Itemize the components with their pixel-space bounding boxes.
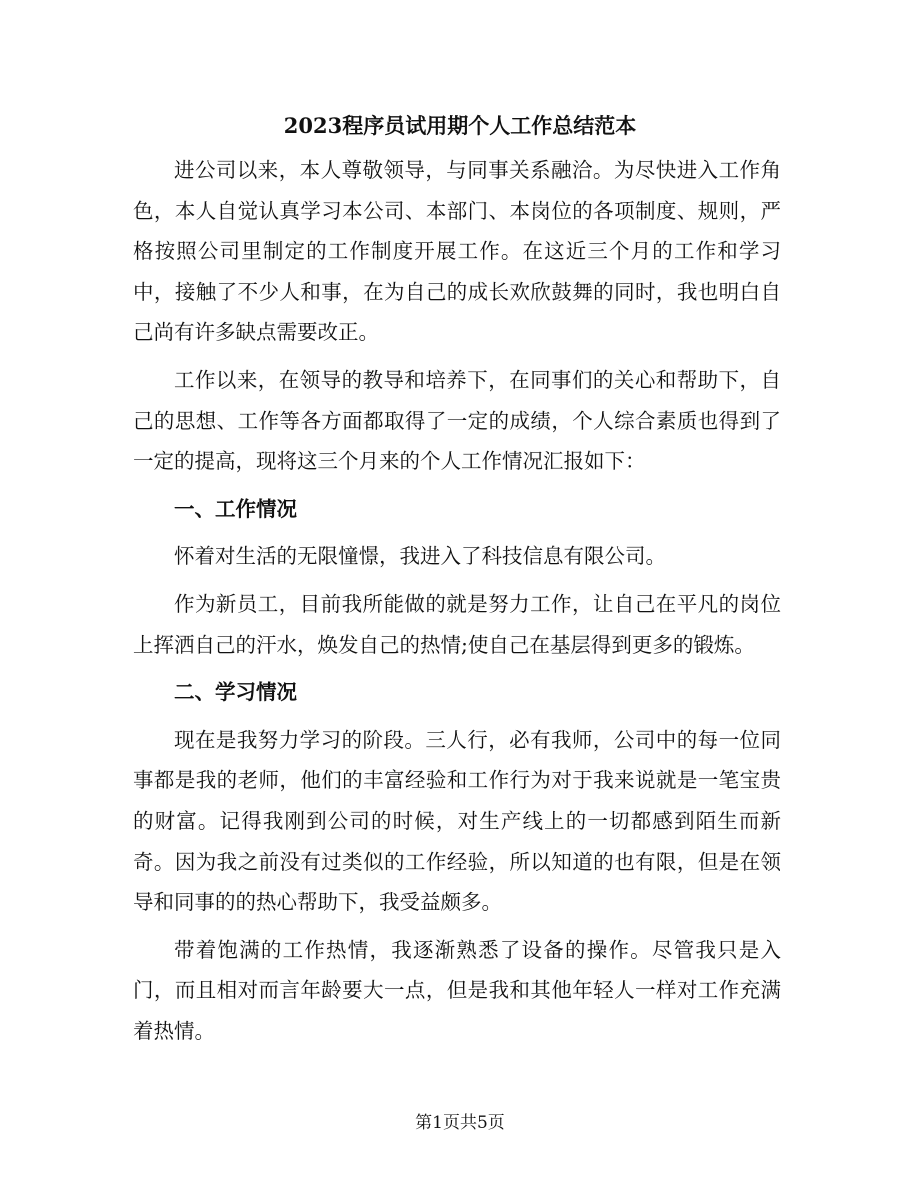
section-heading-study: 二、学习情况 xyxy=(174,680,297,705)
paragraph-study-2: 带着饱满的工作热情，我逐渐熟悉了设备的操作。尽管我只是入门，而且相对而言年龄要大一点，但是我和其他年轻人一样对工作充满着热情。 xyxy=(133,937,781,1043)
paragraph-intro: 进公司以来，本人尊敬领导，与同事关系融洽。为尽快进入工作角色，本人自觉认真学习本公司、本部门、本岗位的各项制度、规则，严格按照公司里制定的工作制度开展工作。在这近三个月的工作和学习中，接触了不少人和事，在为自己的成长欢欣鼓舞的同时，我也明白自己尚有许多缺点需要改正。 xyxy=(133,158,781,345)
paragraph-work-1: 怀着对生活的无限憧憬，我进入了科技信息有限公司。 xyxy=(174,544,666,569)
paragraph-work-2: 作为新员工，目前我所能做的就是努力工作，让自己在平凡的岗位上挥洒自己的汗水，焕发自己的热情;使自己在基层得到更多的锻炼。 xyxy=(133,591,781,657)
document-title: 2023程序员试用期个人工作总结范本 xyxy=(283,113,637,138)
paragraph-study-1: 现在是我努力学习的阶段。三人行，必有我师，公司中的每一位同事都是我的老师，他们的丰富经验和工作行为对于我来说就是一笔宝贵的财富。记得我刚到公司的时候，对生产线上的一切都感到陌生而新奇。因为我之前没有过类似的工作经验，所以知道的也有限，但是在领导和同事的的热心帮助下，我受益颇多。 xyxy=(133,727,781,915)
page-number-footer: 第1页共5页 xyxy=(415,1113,505,1133)
document-body xyxy=(133,150,781,1051)
paragraph-summary: 工作以来，在领导的教导和培养下，在同事们的关心和帮助下，自己的思想、工作等各方面都取得了一定的成绩，个人综合素质也得到了一定的提高，现将这三个月来的个人工作情况汇报如下： xyxy=(133,367,781,474)
section-heading-work: 一、工作情况 xyxy=(174,496,297,521)
